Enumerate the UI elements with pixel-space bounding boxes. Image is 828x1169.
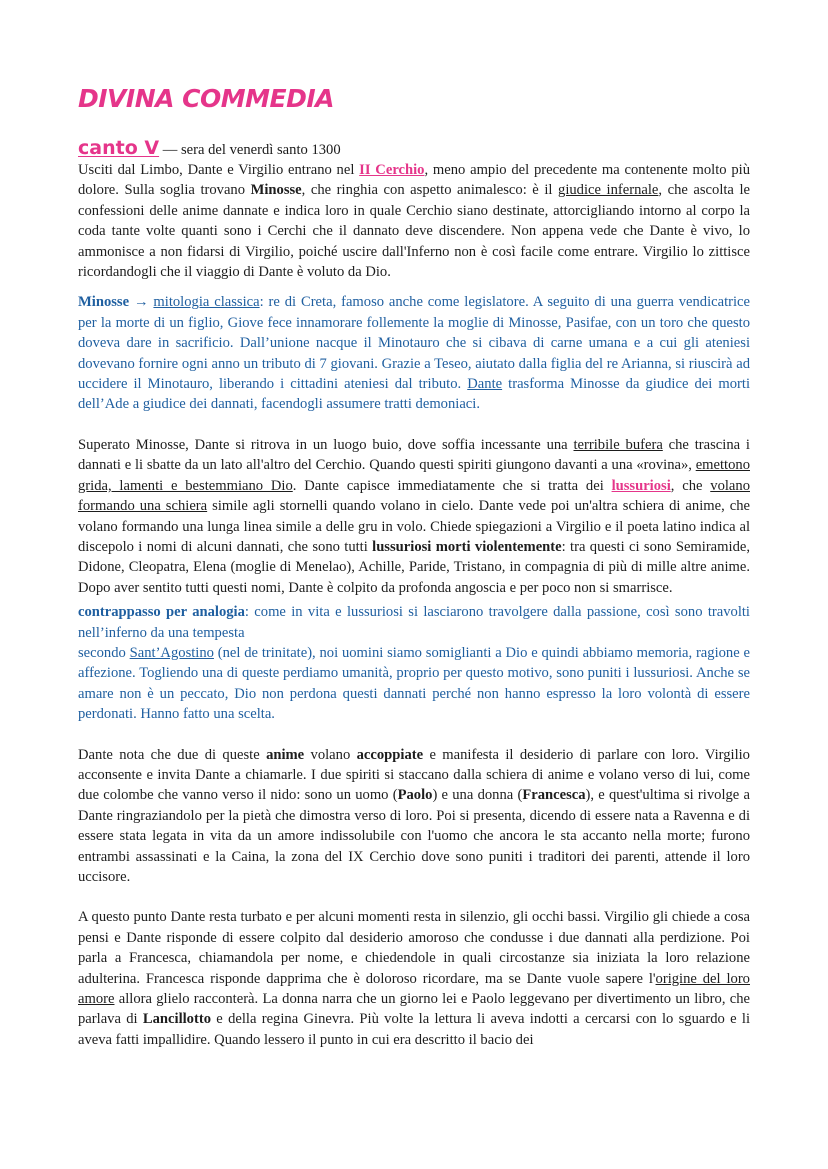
text-run: trasforma Minosse da giudice dei morti dell’Ade a giudice dei dannati, facendogli assumere tratti demoniaci.: [78, 376, 750, 413]
text-run: che trascina i dannati e li sbatte da un lato all'altro del Cerchio. Quando questi spiriti giungono davanti a una «rovina»,: [78, 436, 750, 474]
text-run: volano: [304, 746, 357, 763]
text-run: Superato Minosse, Dante si ritrova in un luogo buio, dove soffia incessante una: [78, 436, 574, 453]
text-run: allora glielo racconterà. La donna narra che un giorno lei e Paolo leggevano per divertimento un libro, che parlava di: [78, 991, 750, 1028]
document-title: DIVINA COMMEDIA: [78, 84, 335, 113]
text-run: ) e una donna (: [432, 787, 523, 804]
note-contrappasso: [78, 602, 750, 724]
text-run: (nel de trinitate), noi uomini siamo somiglianti a Dio e quindi abbiamo memoria, ragione e affezione. Togliendo una di queste perdiamo umanità, proprio per questo motivo, sono puniti i lussuriosi. Anche se amare non è un peccato, Dio non perdona questi dannati perché non hanno espresso la loro volontà di essere perdonati. Hanno fatto una scelta.: [78, 644, 750, 723]
bold-lussuriosi-morti: lussuriosi morti violentemente: [372, 538, 562, 555]
bold-anime: anime: [266, 746, 305, 763]
canto-label: canto V: [78, 137, 160, 159]
note-minosse: [78, 292, 750, 414]
paragraph-limbo: [78, 160, 750, 282]
underlined-grida: emettono grida, lamenti e bestemmiano Dio: [78, 457, 750, 494]
text-run: : re di Creta, famoso anche come legislatore. A seguito di una guerra vendicatrice per la morte di un figlio, Giove fece innamorare follemente la moglie di Minosse, Pasifae, con un toro che questo doveva dare in sacrificio. Dall’unione nacque il Minotauro che si cibava di carne umana e a cui gli ateniesi dovevano fornire ogni anno un tributo di 7 giovani. Grazie a Teseo, aiutato dalla figlia del re Arianna, si riuscirà ad uccidere il Minotauro, liberando i cittadini ateniesi dal tributo.: [78, 294, 751, 393]
canto-subtitle: — sera del venerdì santo 1300: [159, 142, 341, 158]
canto-heading: [78, 138, 750, 160]
text-run: : tra questi ci sono Semiramide, Didone, Cleopatra, Elena (moglie di Menelao), Achille, Paride, Tristano, in compagnia di più di mille altre anime. Dopo aver sentito tutti questi nomi, Dante è colpito da profonda angoscia e per poco non si smarrisce.: [78, 538, 750, 596]
link-mitologia-classica[interactable]: mitologia classica: [153, 294, 260, 311]
text-run: e manifesta il desiderio di parlare con loro. Virgilio acconsente e invita Dante a chiamarle. I due spiriti si staccano dalla schiera di anime e volano verso di lui, come due colombe che vanno verso il nido: sono un uomo (: [78, 746, 750, 804]
bold-accoppiate: accoppiate: [356, 746, 424, 763]
bold-paolo: Paolo: [397, 787, 433, 804]
note-label-minosse: Minosse: [78, 294, 130, 311]
paragraph-racconto: [78, 907, 750, 1050]
text-run: Usciti dal Limbo, Dante e Virgilio entrano nel: [78, 162, 360, 178]
text-run: secondo: [78, 644, 130, 661]
underlined-volano: volano formando una schiera: [78, 477, 750, 515]
text-run: simile agli stornelli quando volano in cielo. Dante vede poi un'altra schiera di anime, che volano formando una lunga linea simile a delle gru in volo. Chiede spiegazioni a Virgilio e il poeta latino indica al discepolo i nomi di alcuni dannati, che sono tutti: [78, 498, 750, 555]
link-ii-cerchio[interactable]: II Cerchio: [359, 162, 425, 178]
paragraph-paolo-francesca: [78, 745, 750, 888]
text-run: ), e quest'ultima si rivolge a Dante ringraziandolo per la pietà che dimostra verso di loro. Poi si presenta, dicendo di essere nata a Ravenna e di essere stata legata in vita da un amore indissolubile con l'uomo che ancora le sta accanto nella morte; furono entrambi assassinati e la Caina, la zona del IX Cerchio dove sono puniti i traditori dei parenti, attende il loro uccisore.: [78, 787, 750, 885]
underlined-giudice-infernale: giudice infernale: [558, 182, 659, 199]
text-run: , che: [670, 477, 711, 494]
text-run: e della regina Ginevra. Più volte la lettura li aveva indotti a cercarsi con lo sguardo e li aveva fatti impallidire. Quando lessero il punto in cui era descritto il bacio dei: [78, 1011, 750, 1048]
text-run: Dante nota che due di queste: [78, 746, 267, 763]
underlined-origine-amore: origine del loro amore: [78, 970, 750, 1008]
text-run: . Dante capisce immediatamente che si tratta dei: [292, 477, 612, 494]
bold-minosse: Minosse: [250, 182, 302, 199]
note-label-contrappasso: contrappasso per analogia: [78, 604, 245, 621]
link-sant-agostino[interactable]: Sant’Agostino: [129, 644, 214, 661]
text-run: A questo punto Dante resta turbato e per alcuni momenti resta in silenzio, gli occhi bassi. Virgilio gli chiede a cosa pensi e Dante risponde di essere colpito dal desiderio amoroso che condusse i due dannati alla perdizione. Poi parla a Francesca, chiamandola per nome, e chiedendole in quali circostanze sia iniziata la loro relazione adulterina. Francesca risponde dapprima che è doloroso ricordare, ma se Dante vuole sapere l': [78, 909, 750, 987]
link-dante[interactable]: Dante: [467, 376, 503, 393]
link-lussuriosi[interactable]: lussuriosi: [611, 477, 671, 494]
text-run: , meno ampio del precedente ma contenente molto più dolore. Sulla soglia trovano: [78, 162, 750, 199]
paragraph-bufera: [78, 435, 750, 598]
underlined-terribile-bufera: terribile bufera: [573, 436, 663, 453]
text-run: , che ascolta le confessioni delle anime dannate e indica loro in quale Cerchio siano destinate, attorcigliando intorno al corpo la coda tante volte quanti sono i Cerchi che il dannato deve discendere. Non appena vede che Dante è vivo, lo ammonisce a non fidarsi di Virgilio, poiché uscire dall'Inferno non è così facile come entrare. Virgilio lo zittisce ricordandogli che il viaggio di Dante è voluto da Dio.: [78, 182, 750, 281]
bold-francesca: Francesca: [522, 787, 586, 804]
bold-lancillotto: Lancillotto: [142, 1011, 211, 1028]
text-run: : come in vita e lussuriosi si lasciarono travolgere dalla passione, così sono travolti nell’inferno da una tempesta: [78, 604, 750, 641]
arrow-icon: →: [129, 294, 154, 311]
text-run: , che ringhia con aspetto animalesco: è il: [301, 182, 559, 199]
